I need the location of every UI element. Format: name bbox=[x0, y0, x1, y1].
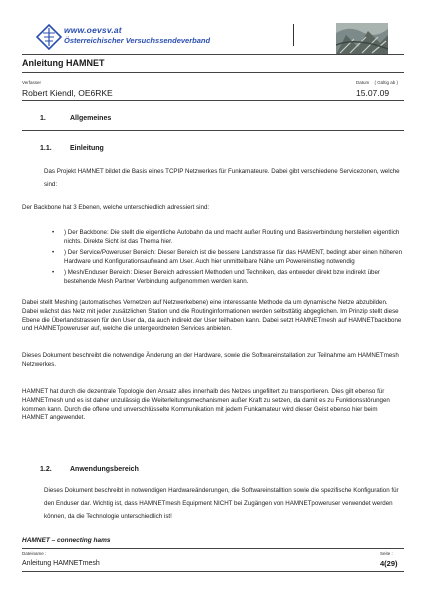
page-number: 4(29) bbox=[380, 559, 398, 568]
logo-url: www.oevsv.at bbox=[64, 25, 122, 35]
backbone-levels-list bbox=[22, 229, 404, 290]
document-date: 15.07.09 bbox=[356, 88, 390, 98]
antenna-diamond-icon bbox=[36, 24, 62, 50]
section-number: 1. bbox=[40, 115, 46, 122]
application-paragraph: Dieses Dokument beschreibt in notwendigen Hardwareänderungen, die Softwareinstalltion sowie die spezifische Konfiguration für den Enduser dar. Wichtig ist, dass HAMNETmesh Equipment NICHT bei Zugängen von HAMNETpoweruser verwendet werden können, da die Technologie unterschiedlich ist! bbox=[44, 487, 399, 520]
list-item-text: ) Mesh/Enduser Bereich: Dieser Bereich adressiert Methoden und Techniken, das entweder direkt bzw indirekt über bestehende Mesh Partner Verbindung aufgenommen werden kann. bbox=[64, 269, 380, 285]
meshing-paragraph: Dabei stellt Meshing (automatisches Vernetzen auf Netzwerkebene) eine interessante Methode da um dynamische Netze abzubilden. Dabei wächst das Netz mit jeder zusätzlichen Station und die Routinginformationen werden selbsttätig abgeglichen. Im Prinzip stellt diese Ebene die Überlandstrassen für den User da, da auch indirekt der User teilhaben kann. Dabei setzt HAMNETmesh auf HAMNETbackbone und HAMNETpoweruser auf, welche die untergeordneten Services anbieten. bbox=[22, 299, 402, 333]
list-item-text: ) Der Service/Poweruser Bereich: Dieser Bereich ist die bessere Landstrasse für das HAMENT, bedingt aber einen höheren Hardware und Konfigurationsaufwand am User. Auch hier unmittelbare Nähe um Powereinstieg notwendig bbox=[64, 249, 403, 265]
author-label: Verfasser bbox=[22, 80, 42, 85]
header-divider bbox=[293, 24, 294, 46]
divider bbox=[22, 72, 404, 73]
list-item: • ) Mesh/Enduser Bereich: Dieser Bereich adressiert Methoden und Techniken, das entweder direkt bzw indirekt über bestehende Mesh Partner Verbindung aufgenommen werden kann. bbox=[52, 269, 380, 285]
document-title: Anleitung HAMNET bbox=[22, 58, 105, 68]
author-name: Robert Kiendl, OE6RKE bbox=[22, 88, 113, 98]
date-label-text: Datum bbox=[356, 80, 370, 85]
divider bbox=[22, 571, 404, 572]
list-item: • ) Der Service/Poweruser Bereich: Dieser Bereich ist die bessere Landstrasse für das HAMENT, bedingt aber einen höheren Hardware und Konfigurationsaufwand am User. Auch hier unmittelbare Nähe um Powereinstieg notwendig bbox=[52, 249, 403, 265]
backbone-paragraph: Der Backbone hat 3 Ebenen, welche unterschiedlich adressiert sind: bbox=[22, 204, 210, 211]
section-title: Allgemeines bbox=[70, 115, 112, 122]
logo-organisation: Österreichischer Versuchssendeverband bbox=[64, 36, 211, 45]
filename-label: Dateiname : bbox=[22, 551, 47, 556]
page-label: Seite : bbox=[380, 551, 393, 556]
filename: Anleitung HAMNETmesh bbox=[22, 560, 100, 567]
subsection-number: 1.2. bbox=[40, 466, 52, 473]
network-photo bbox=[336, 23, 388, 55]
subsection-title: Einleitung bbox=[70, 145, 104, 152]
divider bbox=[22, 130, 404, 131]
divider bbox=[22, 54, 404, 55]
divider bbox=[22, 100, 404, 101]
subsection-title: Anwendungsbereich bbox=[70, 466, 139, 473]
divider bbox=[22, 548, 404, 549]
list-item-text: ) Der Backbone: Die stellt die eigentliche Autobahn da und macht außer Routing und Basisverbindung herstellen eigentlich nichts. Direkte Sicht ist das Thema hier. bbox=[64, 229, 400, 245]
document-scope-paragraph: Dieses Dokument beschreibt die notwendige Änderung an der Hardware, sowie die Softwareinstallation zur Teilnahme am HAMNETmesh Netzwerkes. bbox=[22, 352, 399, 368]
footer-tagline: HAMNET – connecting hams bbox=[22, 537, 111, 544]
date-validity-note: ( Gültig ab ) bbox=[374, 80, 399, 85]
date-label bbox=[356, 80, 398, 85]
oevsv-logo bbox=[36, 22, 246, 54]
subsection-number: 1.1. bbox=[40, 145, 52, 152]
intro-paragraph: Das Projekt HAMNET bildet die Basis eines TCPIP Netzwerkes für Funkamateure. Dabei gibt verschiedene Servicezonen, welche sind: bbox=[44, 168, 400, 188]
list-item: • ) Der Backbone: Die stellt die eigentliche Autobahn da und macht außer Routing und Basisverbindung herstellen eigentlich nichts. Direkte Sicht ist das Thema hier. bbox=[52, 229, 400, 245]
topology-paragraph: HAMNET hat durch die dezentrale Topologie den Ansatz alles innerhalb des Netzes ungefiltert zu transportieren. Dies gilt ebenso für HAMNETmesh und es ist daher unzulässig die Weiterleitungsmechanismen außer Kraft zu setzen, da damit es zu Funktionsstörungen kommen kann. Durch die offene und unverschlüsselte Kommunikation mit jedem Funkamateur wird dieser Geist ebenso hier beim HAMNET angewendet. bbox=[22, 388, 390, 422]
